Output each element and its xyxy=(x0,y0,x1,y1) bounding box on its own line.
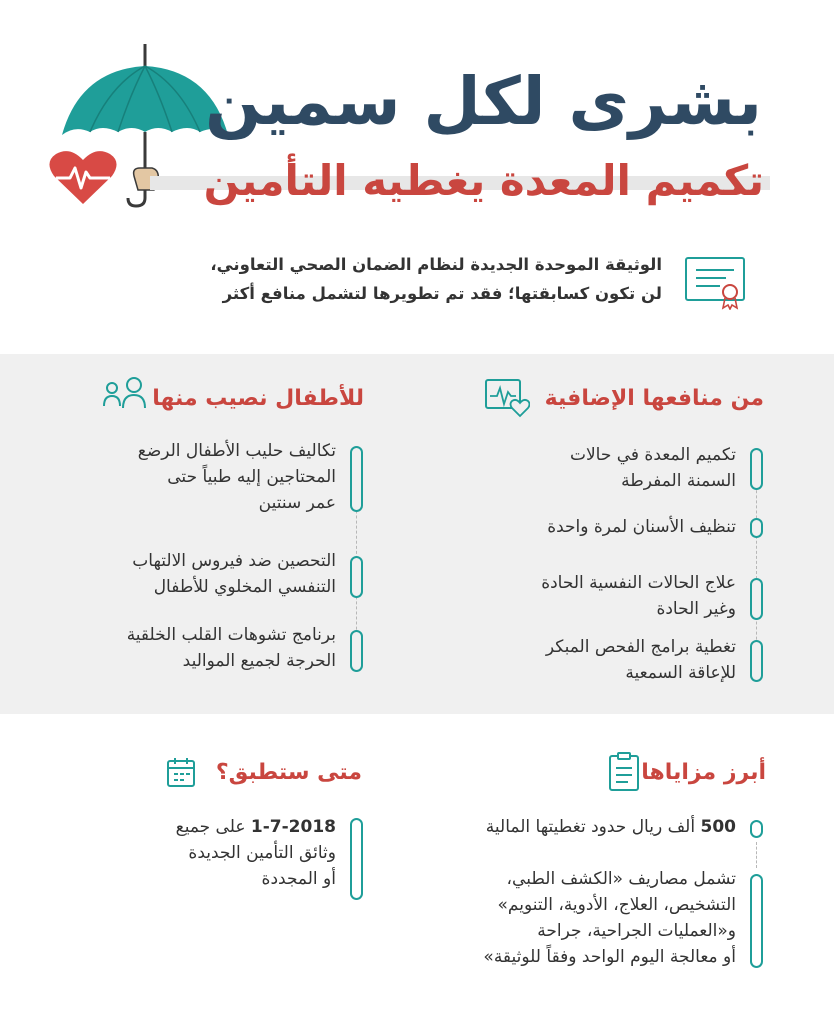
features-title: أبرز مزاياها xyxy=(641,760,766,785)
intro-text xyxy=(102,250,662,308)
timeline-marker xyxy=(750,640,763,682)
timeline-marker xyxy=(750,820,763,838)
timeline-marker xyxy=(750,448,763,490)
intro-line-1: الوثيقة الموحدة الجديدة لنظام الضمان الصحي التعاوني، xyxy=(210,255,662,274)
intro-line-2: لن تكون كسابقتها؛ فقد تم تطويرها لتشمل منافع أكثر xyxy=(222,284,662,303)
coverage-text: ألف ريال حدود تغطيتها المالية xyxy=(485,817,696,837)
timeline-marker xyxy=(350,630,363,672)
children-icon xyxy=(100,376,150,412)
benefit-item: تنظيف الأسنان لمرة واحدة xyxy=(547,517,736,537)
benefit-item: تغطية برامج الفحص المبكر للإعاقة السمعية xyxy=(545,637,736,683)
timeline-marker xyxy=(350,446,363,512)
benefits-title: من منافعها الإضافية xyxy=(544,386,764,411)
timeline-marker xyxy=(350,556,363,598)
coverage-amount: 500 xyxy=(700,817,736,837)
features-timeline xyxy=(756,842,757,868)
benefit-item: تكميم المعدة في حالات السمنة المفرطة xyxy=(569,445,736,491)
children-title: للأطفال نصيب منها xyxy=(152,386,364,411)
page-subtitle: تكميم المعدة يغطيه التأمين xyxy=(203,156,764,205)
benefit-item: علاج الحالات النفسية الحادة وغير الحادة xyxy=(541,573,736,619)
heart-pulse-icon xyxy=(48,148,118,206)
when-text: 1-7-2018 على جميع وثائق التأمين الجديدة أو المجددة xyxy=(175,817,336,889)
child-item: التحصين ضد فيروس الالتهاب التنفسي المخلوي للأطفال xyxy=(132,551,336,597)
timeline-marker xyxy=(750,874,763,968)
timeline-marker xyxy=(350,818,363,900)
timeline-marker xyxy=(750,578,763,620)
feature-item: تشمل مصاريف «الكشف الطبي، التشخيص، العلاج، الأدوية، التنويم» و«العمليات الجراحية، جراحة أو معالجة اليوم الواحد وفقاً للوثيقة» xyxy=(483,869,736,967)
effective-date: 1-7-2018 xyxy=(250,817,336,837)
when-title: متى ستطبق؟ xyxy=(215,760,362,785)
certificate-icon xyxy=(684,254,748,310)
timeline-marker xyxy=(750,518,763,538)
feature-item xyxy=(316,814,736,840)
child-item: برنامج تشوهات القلب الخلقية الحرجة لجميع المواليد xyxy=(126,625,336,671)
child-item: تكاليف حليب الأطفال الرضع المحتاجين إليه طبياً حتى عمر سنتين xyxy=(137,441,336,513)
page-title: بشرى لكل سمين xyxy=(204,63,762,140)
